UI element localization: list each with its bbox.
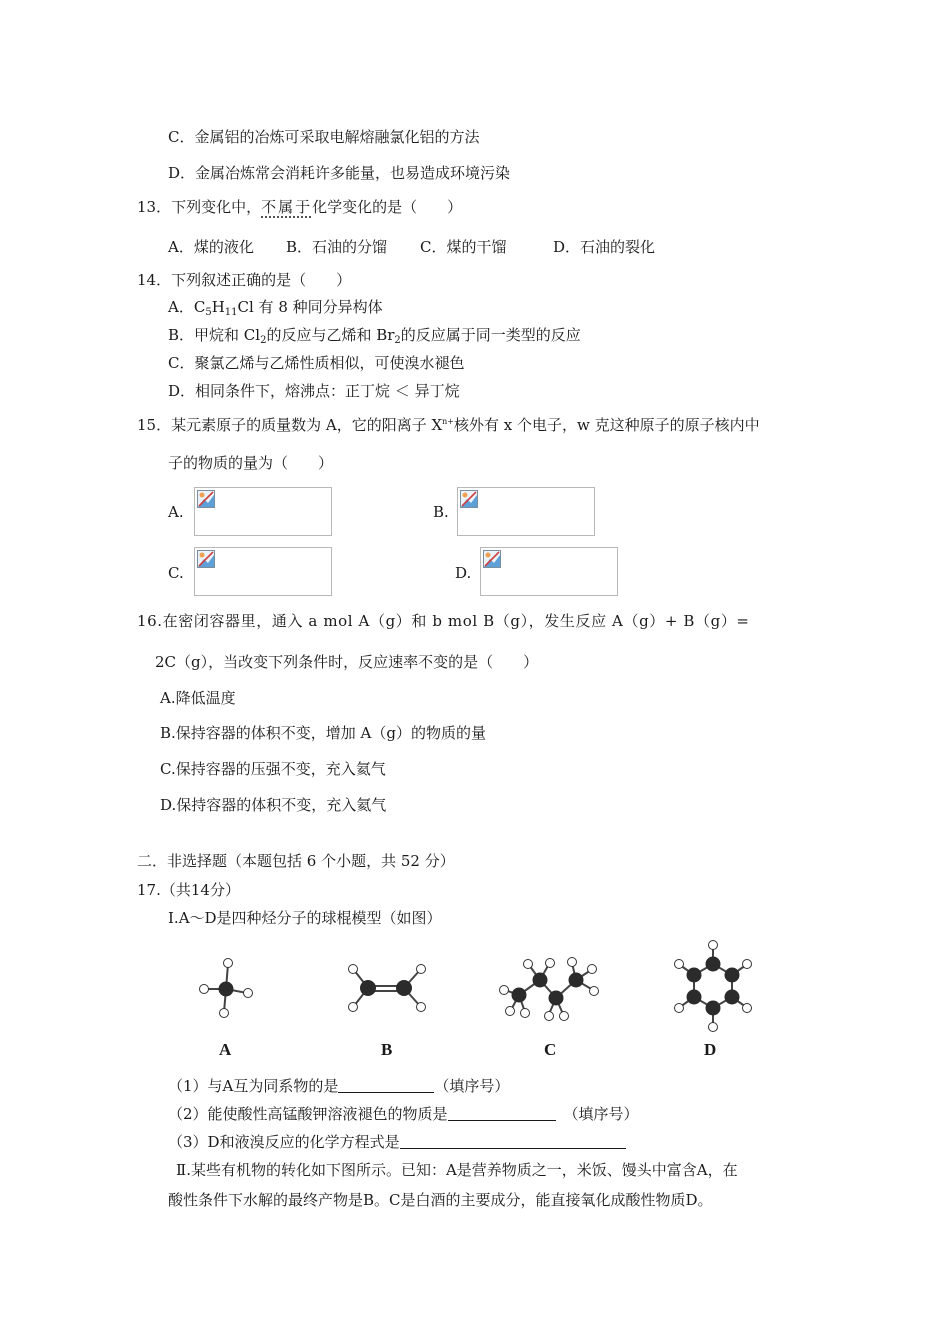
q14-a-sub1: 5 xyxy=(205,307,212,318)
q17-sub1-text: （1）与A互为同系物的是 xyxy=(168,1077,339,1095)
q14-b-pre: B．甲烷和 Cl xyxy=(168,326,261,344)
q17-sub2-answer-blank[interactable] xyxy=(448,1105,556,1121)
model-label-c: C xyxy=(544,1040,557,1059)
q15-option-b-image xyxy=(457,487,595,536)
q17-part2-line2: 酸性条件下水解的最终产物是B。C是白酒的主要成分，能直接氧化成酸性物质D。 xyxy=(168,1191,713,1209)
q17-sub3-answer-blank[interactable] xyxy=(400,1133,626,1149)
q15-line1-pre: 15．某元素原子的质量数为 A，它的阳离子 X xyxy=(137,416,443,434)
q14-a-h: H xyxy=(211,298,225,316)
q13-option-c: C．煤的干馏 xyxy=(420,238,507,256)
q15-label-b: B. xyxy=(433,503,449,521)
q15-line1-post: 核外有 x 个电子，w 克这种原子的原子核内中 xyxy=(454,416,760,434)
q14-option-b xyxy=(168,325,581,351)
q17-sub1-hint: （填序号） xyxy=(434,1077,510,1095)
q16-option-d: D.保持容器的体积不变，充入氦气 xyxy=(160,796,387,814)
q14-a-post: Cl 有 8 种同分异构体 xyxy=(237,298,383,316)
q13-option-d: D．石油的裂化 xyxy=(553,238,656,256)
butane-ball-stick-model xyxy=(497,950,603,1024)
q17-header: 17.（共14分） xyxy=(137,881,240,899)
q13-stem-b: 化学变化的是（ ） xyxy=(312,198,463,216)
q14-a-pre: A．C xyxy=(168,298,206,316)
q15-stem-line1 xyxy=(137,412,760,435)
q13-option-a: A．煤的液化 xyxy=(168,238,254,256)
q16-option-c: C.保持容器的压强不变，充入氦气 xyxy=(160,760,386,778)
q14-a-sub2: 11 xyxy=(224,307,238,318)
q12-option-d: D．金属冶炼常会消耗许多能量，也易造成环境污染 xyxy=(168,164,511,182)
q17-part2-line1: Ⅱ.某些有机物的转化如下图所示。已知：A是营养物质之一，米饭、馒头中富含A，在 xyxy=(176,1161,738,1179)
q14-stem: 14．下列叙述正确的是（ ） xyxy=(137,271,352,289)
ethylene-ball-stick-model xyxy=(340,960,432,1016)
q15-option-d-image xyxy=(480,547,618,596)
q17-sub2-hint: （填序号） xyxy=(563,1105,639,1123)
q17-sub1-answer-blank[interactable] xyxy=(338,1077,434,1093)
q16-stem-line2: 2C（g），当改变下列条件时，反应速率不变的是（ ） xyxy=(155,653,539,671)
q14-b-post: 的反应属于同一类型的反应 xyxy=(400,326,581,344)
q15-stem-line2: 子的物质的量为（ ） xyxy=(168,454,334,472)
methane-ball-stick-model xyxy=(195,952,257,1022)
q15-option-a-image xyxy=(194,487,332,536)
benzene-ball-stick-model xyxy=(670,938,756,1034)
q14-option-c: C．聚氯乙烯与乙烯性质相似，可使溴水褪色 xyxy=(168,354,465,372)
broken-image-icon xyxy=(197,490,215,508)
q14-option-a xyxy=(168,297,383,323)
broken-image-icon xyxy=(197,550,215,568)
q15-charge: n+ xyxy=(442,417,454,426)
q17-part1-intro: Ⅰ.A～D是四种烃分子的球棍模型（如图） xyxy=(168,909,442,927)
model-label-d: D xyxy=(704,1040,717,1059)
model-label-b: B xyxy=(381,1040,393,1059)
q13-stem-a: 下列变化中， xyxy=(171,198,262,216)
q17-sub1 xyxy=(168,1076,509,1096)
q17-sub2-text: （2）能使酸性高锰酸钾溶液褪色的物质是 xyxy=(168,1105,448,1123)
q15-label-a: A. xyxy=(168,503,184,521)
q17-sub3 xyxy=(168,1132,626,1152)
broken-image-icon xyxy=(460,490,478,508)
q15-option-c-image xyxy=(194,547,332,596)
q14-option-d: D．相同条件下，熔沸点：正丁烷 ＜ 异丁烷 xyxy=(168,382,460,400)
q14-b-sub2: 2 xyxy=(394,335,401,346)
model-label-a: A xyxy=(219,1040,232,1059)
section2-title: 二．非选择题（本题包括 6 个小题，共 52 分） xyxy=(137,852,455,870)
q15-label-d: D. xyxy=(455,564,472,582)
q17-sub3-text: （3）D和液溴反应的化学方程式是 xyxy=(168,1133,400,1151)
q12-option-c: C．金属铝的冶炼可采取电解熔融氯化铝的方法 xyxy=(168,128,480,146)
q15-label-c: C. xyxy=(168,564,184,582)
q13-number: 13． xyxy=(137,198,172,216)
q13-emphasis: 不属于 xyxy=(261,198,313,216)
q16-option-b: B.保持容器的体积不变，增加 A（g）的物质的量 xyxy=(160,724,486,742)
q13-option-b: B．石油的分馏 xyxy=(286,238,388,256)
q16-stem-line1: 16.在密闭容器里，通入 a mol A（g）和 b mol B（g），发生反应 A（g）+ B（g）= xyxy=(137,612,750,630)
q16-option-a: A.降低温度 xyxy=(160,689,236,707)
q17-sub2 xyxy=(168,1104,639,1124)
broken-image-icon xyxy=(483,550,501,568)
q14-b-mid: 的反应与乙烯和 Br xyxy=(266,326,395,344)
q14-b-sub1: 2 xyxy=(260,335,267,346)
q13-stem xyxy=(137,197,462,217)
